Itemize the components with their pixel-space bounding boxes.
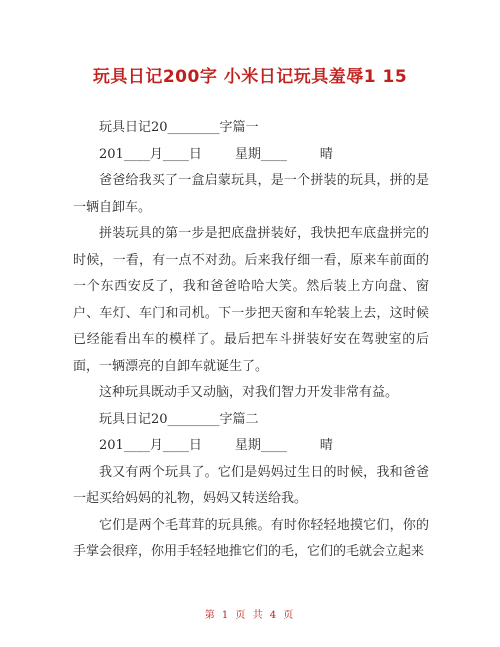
date-line-1: 201____月____日 星期____ 晴 <box>99 146 333 162</box>
section-heading-1: 玩具日记20________字篇一 <box>99 120 259 135</box>
paragraph: 爸爸给我买了一盒启蒙玩具，是一个拼装的玩具，拼的是一辆自卸车。 <box>73 173 429 215</box>
document-body <box>73 115 429 566</box>
page-footer: 第 1 页 共 4 页 <box>204 610 296 621</box>
document-title: 玩具日记200字 小米日记玩具羞辱1 15 <box>92 67 408 87</box>
date-line-2: 201____月____日 星期____ 晴 <box>99 438 333 453</box>
paragraph: 我又有两个玩具了。它们是妈妈过生日的时候，我和爸爸一起买给妈妈的礼物，妈妈又转送给我。 <box>73 464 429 506</box>
paragraph: 它们是两个毛茸茸的玩具熊。有时你轻轻地摸它们，你的手掌会很痒，你用手轻轻地推它们的毛，它们的毛就会立起来 <box>73 517 429 559</box>
paragraph: 拼装玩具的第一步是把底盘拼装好，我快把车底盘拼完的时候，一看，有一点不对劲。后来我仔细一看，原来车前面的一个东西安反了，我和爸爸哈哈大笑。然后装上方向盘、窗户、车灯、车门和司机。下一步把天窗和车轮装上去，这时候已经能看出车的模样了。最后把车斗拼装好安在驾驶室的后面，一辆漂亮的自卸车就诞生了。 <box>73 226 429 374</box>
section-heading-2: 玩具日记20________字篇二 <box>99 411 259 427</box>
paragraph: 这种玩具既动手又动脑，对我们智力开发非常有益。 <box>99 385 399 400</box>
